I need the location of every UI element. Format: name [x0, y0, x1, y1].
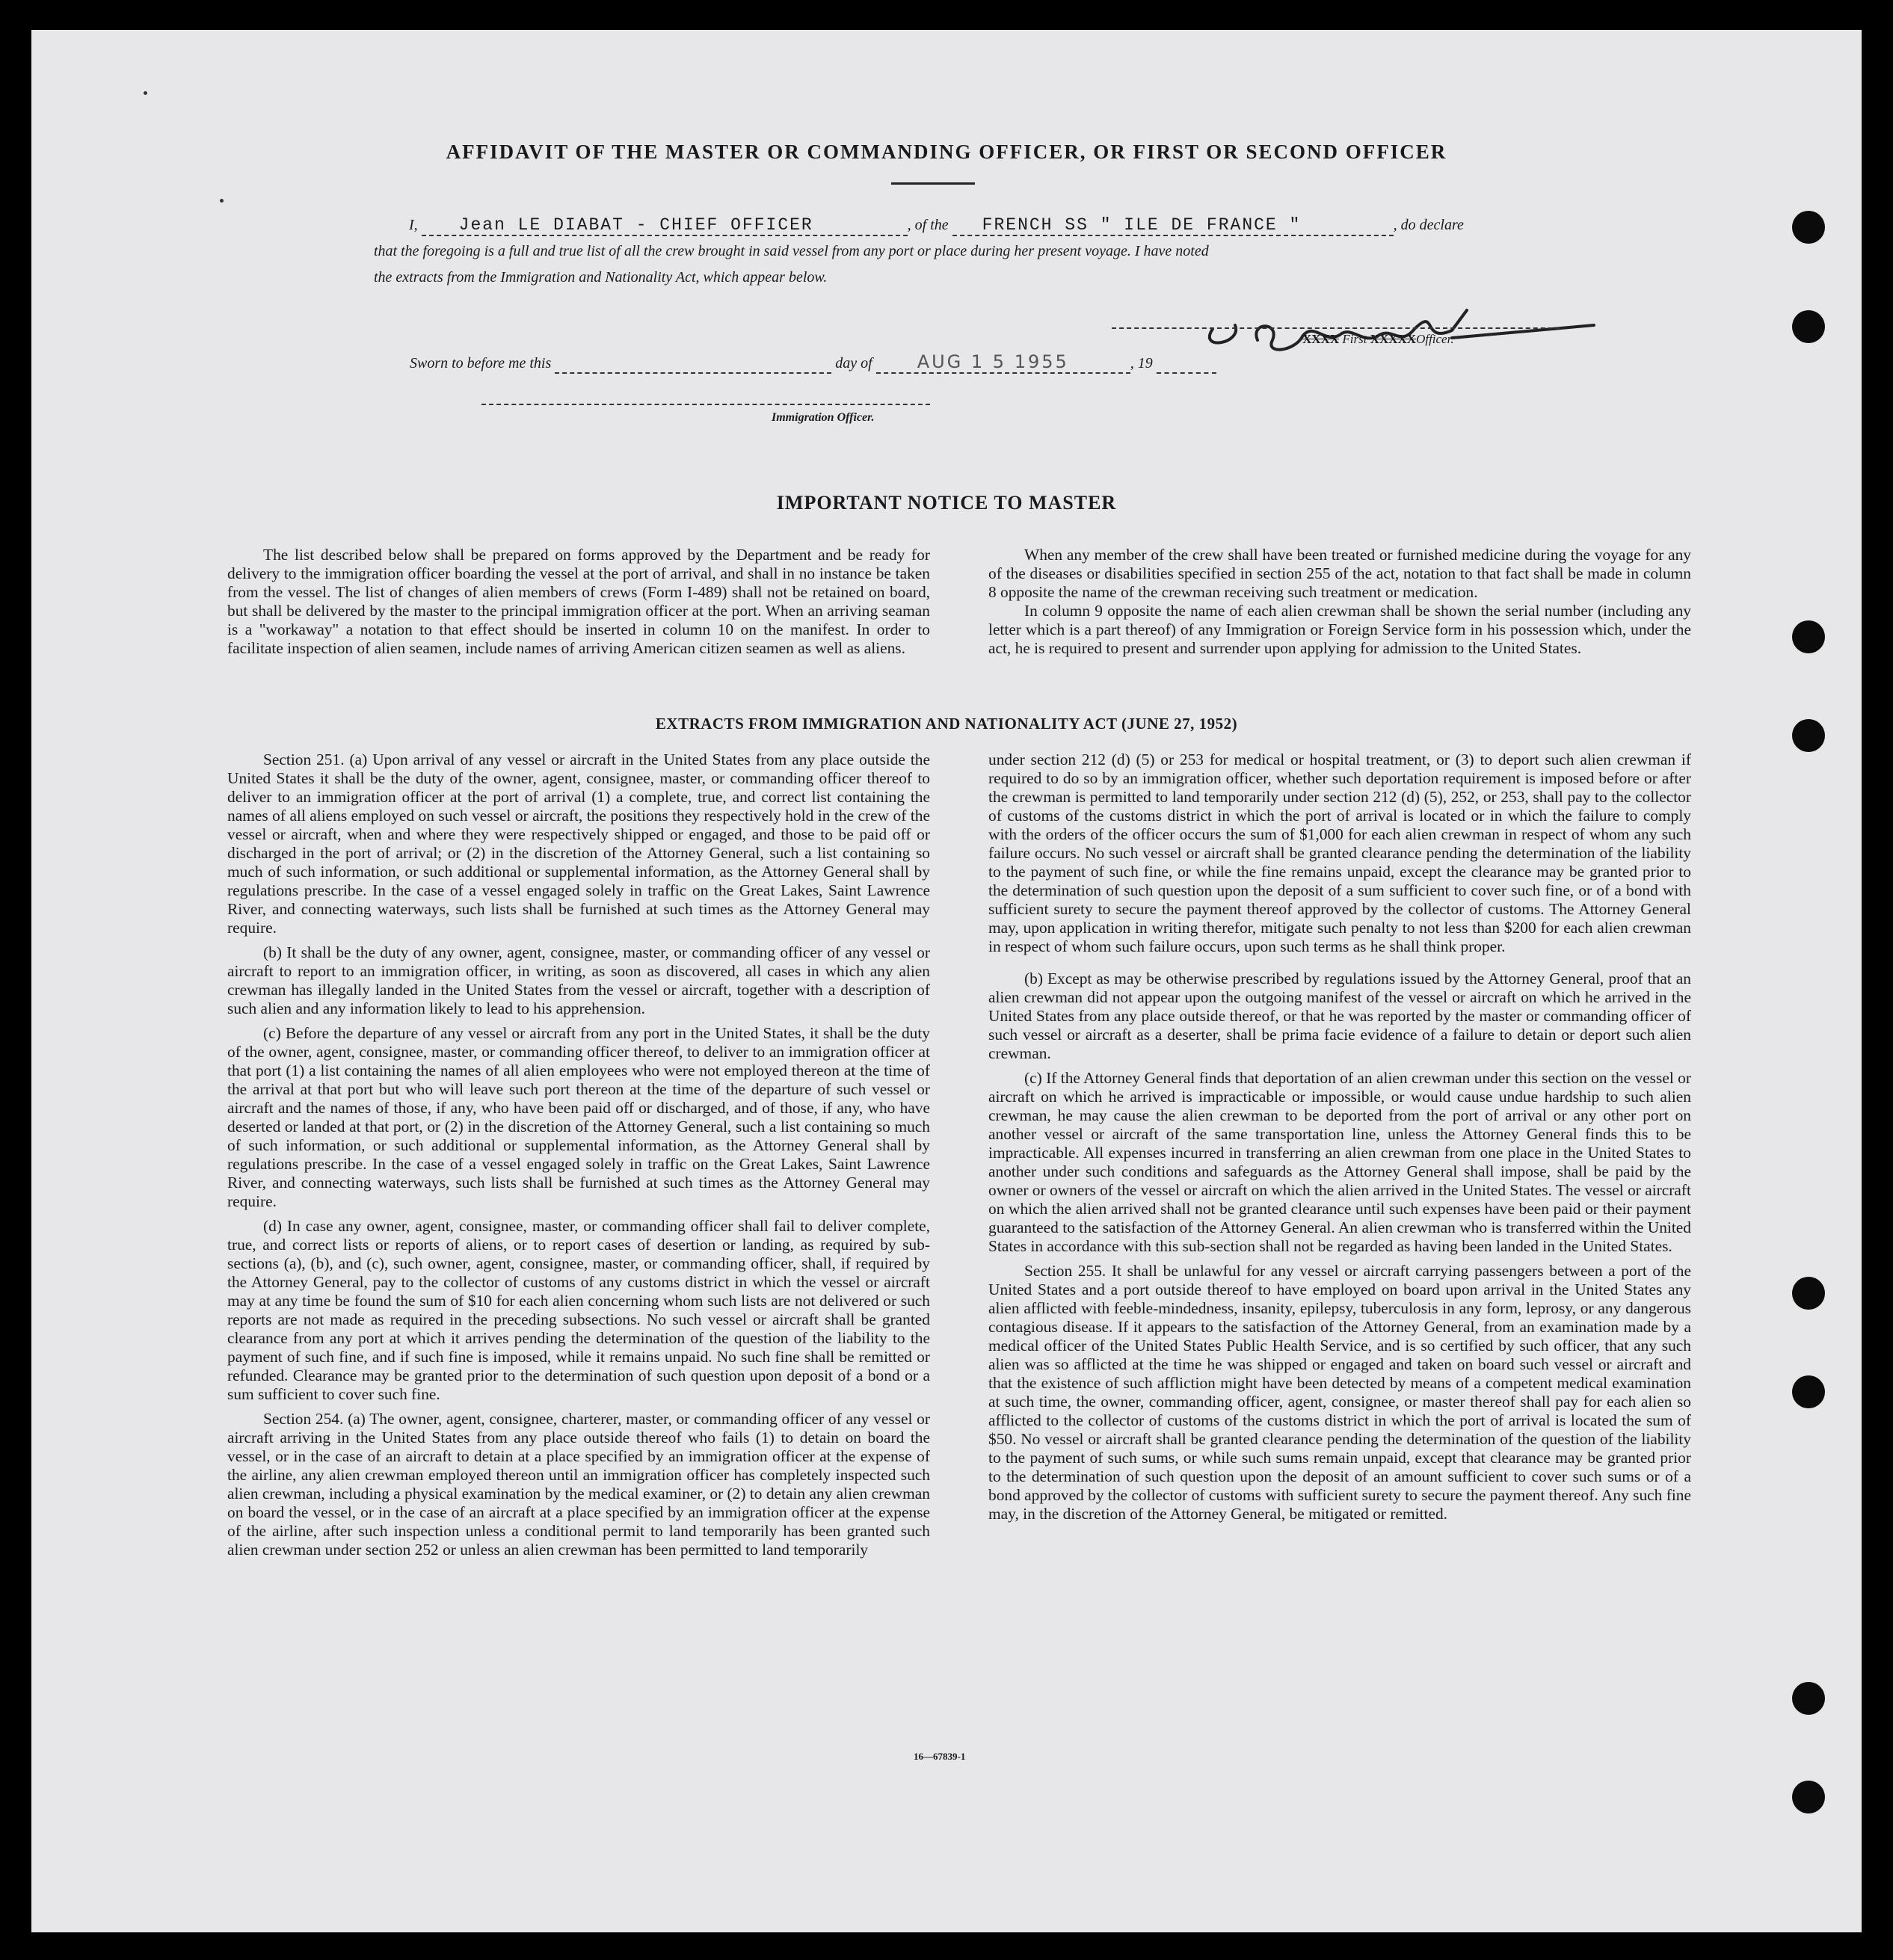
section-paragraph: Section 254. (a) The owner, agent, consignee, charterer, master, or commanding officer of any vessel or aircraft arriving in the United States from any place outside thereof who fails (1) to detain on board the vessel, or in the case of an aircraft to detain at a place specified by an immigration officer at the expense of the airline, any alien crewman employed thereon until an immigration officer has completely inspected such alien crewman, including a physical examination by the medical examiner, or (2) to detain any alien crewman on board the vessel, or in the case of an aircraft at a place specified by an immigration officer at the expense of the airline, after such inspection unless a conditional permit to land temporarily has been granted such alien crewman under section 252 or unless an alien crewman has been permitted to land temporarily — [227, 1410, 930, 1559]
paper-speck — [144, 91, 147, 95]
officer-first: First — [1342, 332, 1367, 346]
vessel-name-field: FRENCH SS " ILE DE FRANCE " — [952, 215, 1394, 236]
section-paragraph: under section 212 (d) (5) or 253 for medical or hospital treatment, or (3) to deport such alien crewman if required to do so by an immigration officer, whether such deportation requirement is imposed before or after the crewman is permitted to land temporarily under section 212 (d) (5), 252, or 253, shall pay to the collector of customs of the customs district in which the port of arrival is located or in which the failure to comply with the orders of the officer occurs the sum of $1,000 for each alien crewman in respect of whom any such failure occurs. No such vessel or aircraft shall be granted clearance pending the determination of the liability to the payment of such fine, or while the fine remains unpaid, except the clearance may be granted prior to the determination of such question upon the deposit of a sum sufficient to cover such fine, or of a bond with sufficient surety to secure the payment thereof approved by the collector of customs. The Attorney General may, upon application in writing therefor, mitigate such penalty to not less than $200 for each alien crewman in respect of whom such failure occurs, upon such terms as he shall think proper. — [988, 751, 1691, 955]
document-page — [31, 30, 1862, 1932]
declaration-line-3: the extracts from the Immigration and Nationality Act, which appear below. — [374, 269, 828, 286]
notice-paragraph: The list described below shall be prepared on forms approved by the Department and be ready for delivery to the immigration officer boarding the vessel at the port of arrival, and shall in no instance be taken from the vessel. The list of changes of alien members of crews (Form I-489) shall not be retained on board, but shall be delivered by the master to the principal immigration officer at the port. When an arriving seaman is a "workaway" a notation to that effect should be inserted in column 10 on the manifest. In order to facilitate inspection of alien seamen, include names of arriving American citizen seamen as well as aliens. — [227, 546, 930, 657]
binder-hole — [1792, 310, 1825, 343]
affidavit-title: AFFIDAVIT OF THE MASTER OR COMMANDING OFFICER, OR FIRST OR SECOND OFFICER — [446, 141, 1447, 163]
notice-right-column — [988, 546, 1691, 664]
declaration-line-1 — [409, 215, 1575, 236]
section-paragraph: (c) If the Attorney General finds that deportation of an alien crewman under this section on the vessel or aircraft on which he arrived is impracticable or impossible, or would cause undue hardship to such alien crewman, he may cause the alien crewman to be deported from the port of arrival or any other port on another vessel or aircraft of the same transportation line, unless the Attorney General finds this to be impracticable. All expenses incurred in transferring an alien crewman from one place in the United States to another under such conditions and safeguards as the Attorney General shall impose, shall be paid by the owner or owners of the vessel or aircraft on which the alien arrived in the United States. The vessel or aircraft on which the alien arrived shall not be granted clearance until such expenses have been paid or their payment guaranteed to the satisfaction of the Attorney General. An alien crewman who is transferred within the United States in accordance with this sub-section shall not be regarded as having been landed in the United States. — [988, 1069, 1691, 1255]
struck-second: XXXXX — [1370, 332, 1417, 346]
officer-suffix: Officer. — [1416, 332, 1454, 346]
year-field — [1157, 355, 1216, 374]
binder-hole — [1792, 211, 1825, 244]
binder-hole — [1792, 1277, 1825, 1310]
notice-paragraph: When any member of the crew shall have been treated or furnished medicine during the voyage for any of the diseases or disabilities specified in section 255 of the act, notation to that fact shall be made in column 8 opposite the name of the crewman receiving such treatment or medication. — [988, 546, 1691, 601]
extracts-right-column — [988, 751, 1691, 1529]
do-declare-label: , do declare — [1393, 217, 1464, 233]
notice-left-column — [227, 546, 930, 664]
binder-hole — [1792, 1375, 1825, 1408]
declaration-line-2: that the foregoing is a full and true list of all the crew brought in said vessel from any port or place during her present voyage. I have noted — [374, 243, 1209, 259]
section-paragraph: (c) Before the departure of any vessel or aircraft from any port in the United States, it shall be the duty of the owner, agent, consignee, master, or commanding officer thereof, to deliver to an immigration officer at that port (1) a list containing the names of all alien employees who were not employed thereon at the time of the arrival at that port but who will leave such port thereon at the time of the departure of such vessel or aircraft and the names of those, if any, who have been paid off or discharged, and of those, if any, who have deserted or landed at that port, or (2) in the discretion of the Attorney General, such a list containing so much of such information, or such additional or supplemental information, as the Attorney General shall by regulations prescribe. In the case of a vessel engaged solely in traffic on the Great Lakes, Saint Lawrence River, and connecting waterways, such lists shall be furnished at such times as the Attorney General may require. — [227, 1024, 930, 1210]
extracts-left-column — [227, 751, 930, 1565]
binder-hole — [1792, 1781, 1825, 1813]
signature-line — [1112, 327, 1560, 329]
section-paragraph: (b) Except as may be otherwise prescribed by regulations issued by the Attorney General, proof that an alien crewman did not appear upon the outgoing manifest of the vessel or aircraft on which he arrived in the United States from any place outside thereof, or that he was reported by the master or commanding officer of such vessel or aircraft as a deserter, shall be prima facie evidence of a failure to detain or deport such alien crewman. — [988, 970, 1691, 1062]
form-number: 16—67839-1 — [914, 1751, 966, 1762]
sworn-line — [410, 351, 1456, 374]
extracts-title: EXTRACTS FROM IMMIGRATION AND NATIONALITY ACT (JUNE 27, 1952) — [655, 715, 1238, 733]
binder-hole — [1792, 719, 1825, 752]
sworn-label: Sworn to before me this — [410, 355, 552, 372]
notice-paragraph: In column 9 opposite the name of each alien crewman shall be shown the serial number (including any letter which is a part thereof) of any Immigration or Foreign Service form in his possession which, under the act, he is required to present and surrender upon applying for admission to the United States. — [988, 602, 1691, 657]
section-paragraph: Section 255. It shall be unlawful for any vessel or aircraft carrying passengers between a port of the United States and a port outside thereof to have employed on board upon arrival in the United States any alien afflicted with feeble-mindedness, insanity, epilepsy, tuberculosis in any form, leprosy, or any dangerous contagious disease. If it appears to the satisfaction of the Attorney General, from an examination made by a medical officer of the United States Public Health Service, and is so certified by such officer, that any such alien was so afflicted at the time he was shipped or engaged and taken on board such vessel or aircraft and that the existence of such affliction might have been detected by means of a competent medical examination at such time, the owner, commanding officer, agent, consignee, or master thereof shall pay for each alien so afflicted to the collector of customs of the customs district in which the port of arrival is located the sum of $50. No vessel or aircraft shall be granted clearance pending the determination of the question of the liability to the payment of such sums, or while such sums remain unpaid, except that clearance may be granted prior to the determination of such question upon the deposit of an amount sufficient to cover such sums or of a bond approved by the collector of customs with sufficient surety to secure the payment thereof. Any such fine may, in the discretion of the Attorney General, be mitigated or remitted. — [988, 1262, 1691, 1523]
binder-hole — [1792, 1682, 1825, 1715]
year-label: , 19 — [1130, 355, 1153, 372]
sworn-day-field — [555, 355, 831, 374]
day-of-label: day of — [835, 355, 872, 372]
of-the-label: , of the — [907, 217, 949, 233]
immigration-officer-line — [481, 404, 930, 405]
binder-hole — [1792, 620, 1825, 653]
section-paragraph: (d) In case any owner, agent, consignee, master, or commanding officer shall fail to deliver complete, true, and correct lists or reports of aliens, or to report cases of desertion or landing, as required by sub-sections (a), (b), and (c), such owner, agent, consignee, master, or commanding officer, shall, if required by the Attorney General, pay to the collector of customs of any customs district in which the vessel or aircraft may at any time be found the sum of $10 for each alien concerning whom such lists are not delivered or such reports are not made as required in the preceding subsections. No such vessel or aircraft shall be granted clearance from any port at which it arrives pending the determination of the question of the liability to the payment of such fine, and if such fine is imposed, while it remains unpaid. No such fine shall be remitted or refunded. Clearance may be granted prior to the determination of such question upon deposit of a bond or a sum sufficient to cover such fine. — [227, 1217, 930, 1403]
officer-title — [1302, 332, 1454, 347]
officer-name-field: Jean LE DIABAT - CHIEF OFFICER — [422, 215, 908, 236]
notice-title: IMPORTANT NOTICE TO MASTER — [776, 492, 1117, 514]
title-divider — [891, 182, 975, 185]
date-stamp: AUG 1 5 1955 — [876, 351, 1130, 374]
immigration-officer-label: Immigration Officer. — [772, 411, 875, 424]
i-label: I, — [409, 217, 418, 233]
struck-master: XXXX — [1302, 332, 1340, 346]
section-paragraph: (b) It shall be the duty of any owner, agent, consignee, master, or commanding officer of any vessel or aircraft to report to an immigration officer, in writing, as soon as discovered, all cases in which any alien crewman has illegally landed in the United States from the vessel or aircraft, together with a description of such alien and any information likely to lead to his apprehension. — [227, 943, 930, 1017]
section-paragraph: Section 251. (a) Upon arrival of any vessel or aircraft in the United States from any place outside the United States it shall be the duty of the owner, agent, consignee, master, or commanding officer thereof to deliver to an immigration officer at the port of arrival (1) a complete, true, and correct list containing the names of all aliens employed on such vessel or aircraft, the positions they respectively hold in the crew of the vessel or aircraft, when and where they were respectively shipped or engaged, and those to be paid off or discharged in the port of arrival; or (2) in the discretion of the Attorney General, such a list containing so much of such information, or such additional or supplemental information, as the Attorney General shall by regulations prescribe. In the case of a vessel engaged solely in traffic on the Great Lakes, Saint Lawrence River, and connecting waterways, such lists shall be furnished at such times as the Attorney General may require. — [227, 751, 930, 937]
paper-speck — [220, 199, 224, 203]
